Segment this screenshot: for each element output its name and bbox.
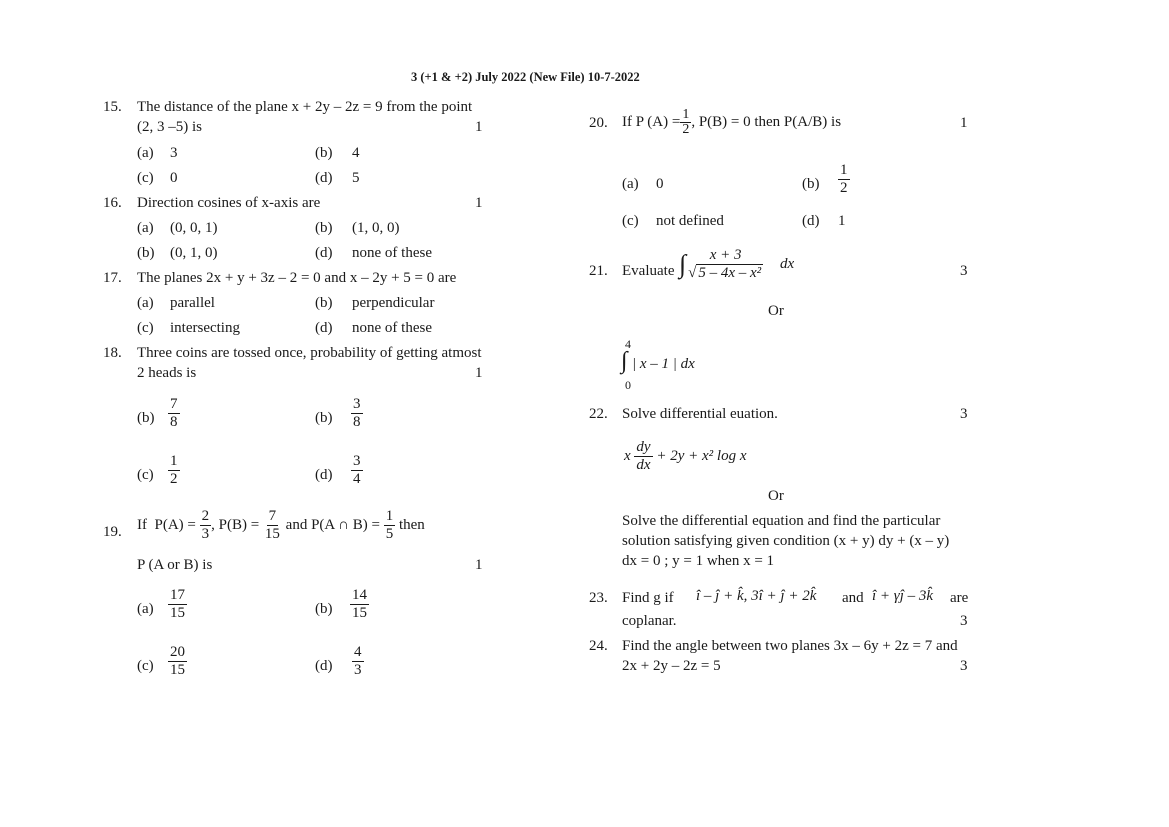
q19-opt-b-frac xyxy=(350,587,369,622)
q22-equation xyxy=(624,438,746,474)
integral-icon: ∫ xyxy=(679,249,687,279)
q16-opt-c-label: (b) xyxy=(137,245,155,261)
q19-pa-num: 2 xyxy=(201,508,210,525)
q19-opt-d-num: 4 xyxy=(354,644,362,660)
q22-or: Or xyxy=(768,488,784,504)
q19-text-line2: P (A or B) is xyxy=(137,557,213,573)
q20-text xyxy=(622,105,841,139)
q18-opt-b-num: 3 xyxy=(353,396,361,412)
q20-opt-a-text: 0 xyxy=(656,176,664,192)
q17-opt-a-label: (a) xyxy=(137,295,154,311)
q19-opt-c-label: (c) xyxy=(137,658,154,674)
page-header: 3 (+1 & +2) July 2022 (New File) 10-7-2022 xyxy=(411,70,640,84)
q23-line1d: î + γĵ – 3k̂ xyxy=(872,588,934,604)
q23-line1e: are xyxy=(950,590,969,606)
q23-marks: 3 xyxy=(960,613,968,629)
q19-opt-b-label: (b) xyxy=(315,601,333,617)
q20-post: , P(B) = 0 then P(A/B) is xyxy=(691,114,842,130)
q20-opt-a-label: (a) xyxy=(622,176,639,192)
q22-alt-line3: dx = 0 ; y = 1 when x = 1 xyxy=(622,553,775,569)
q19-opt-d-den: 3 xyxy=(354,662,362,678)
q20-pre: If P (A) = xyxy=(622,114,681,130)
q22-eq-den: dx xyxy=(636,457,651,474)
q22-eq-pre: x xyxy=(624,448,631,464)
q21-or: Or xyxy=(768,303,784,319)
q15-opt-c-text: 0 xyxy=(170,170,178,186)
q22-alt-line1: Solve the differential equation and find the particular xyxy=(622,513,941,529)
q21-evaluate: Evaluate xyxy=(622,263,675,279)
q20-opt-b-num: 1 xyxy=(840,162,848,178)
q19-opt-b-den: 15 xyxy=(352,605,367,621)
q19-then: then xyxy=(398,517,425,533)
q16-opt-b-label: (b) xyxy=(315,220,333,236)
q18-number: 18. xyxy=(103,345,122,361)
q23-line1a: Find g if xyxy=(622,590,674,606)
q16-text: Direction cosines of x-axis are xyxy=(137,195,321,211)
q17-opt-c-text: intersecting xyxy=(170,320,240,336)
q24-line1: Find the angle between two planes 3x – 6y + 2z = 7 and xyxy=(622,638,958,654)
q22-marks: 3 xyxy=(960,406,968,422)
q20-opt-c-label: (c) xyxy=(622,213,639,229)
q20-number: 20. xyxy=(589,115,608,131)
q18-opt-d-frac xyxy=(351,453,363,488)
q19-opt-c-den: 15 xyxy=(170,662,185,678)
q15-opt-a-text: 3 xyxy=(170,145,178,161)
q20-f-den: 2 xyxy=(682,122,690,138)
q22-eq-post: + 2y + x² log x xyxy=(656,448,747,464)
q23-line2: coplanar. xyxy=(622,613,677,629)
q19-opt-d-label: (d) xyxy=(315,658,333,674)
q24-line2: 2x + 2y – 2z = 5 xyxy=(622,658,721,674)
q18-opt-b-den: 8 xyxy=(353,414,361,430)
q17-opt-b-label: (b) xyxy=(315,295,333,311)
q15-opt-a-label: (a) xyxy=(137,145,154,161)
q15-text-line1: The distance of the plane x + 2y – 2z = 9 from the point xyxy=(137,99,473,115)
q15-opt-b-text: 4 xyxy=(352,145,360,161)
q20-marks: 1 xyxy=(960,115,968,131)
q20-opt-d-label: (d) xyxy=(802,213,820,229)
q16-opt-d-label: (d) xyxy=(315,245,333,261)
q24-number: 24. xyxy=(589,638,608,654)
q19-opt-d-frac xyxy=(352,644,364,679)
q18-opt-b-label: (b) xyxy=(315,410,333,426)
q21-int-den-wrap: √ 5 – 4x – x² xyxy=(688,265,762,282)
q21-marks: 3 xyxy=(960,263,968,279)
q22-alt-line2: solution satisfying given condition (x + y) dy + (x – y) xyxy=(622,533,950,549)
q21-dx: dx xyxy=(780,256,795,272)
q21-number: 21. xyxy=(589,263,608,279)
q18-opt-b-frac xyxy=(351,396,363,431)
q15-opt-c-label: (c) xyxy=(137,170,154,186)
q18-opt-d-label: (d) xyxy=(315,467,333,483)
q19-if: If xyxy=(137,517,147,533)
q20-f-num: 1 xyxy=(682,107,690,123)
q18-opt-c-frac xyxy=(168,453,180,488)
q19-opt-b-num: 14 xyxy=(352,587,367,603)
q15-marks: 1 xyxy=(475,119,483,135)
q23-line1c: and xyxy=(842,590,864,606)
q19-marks: 1 xyxy=(475,557,483,573)
q19-pa-den: 3 xyxy=(201,526,210,543)
q16-opt-d-text: none of these xyxy=(352,245,432,261)
q18-opt-c-num: 1 xyxy=(170,453,178,469)
q20-opt-c-text: not defined xyxy=(656,213,724,229)
q17-number: 17. xyxy=(103,270,122,286)
q19-pa: P(A) = xyxy=(154,517,196,533)
q18-opt-a-frac xyxy=(168,396,180,431)
q15-number: 15. xyxy=(103,99,122,115)
q15-text-line2: (2, 3 –5) is xyxy=(137,119,202,135)
q21-int-den: 5 – 4x – x² xyxy=(698,265,762,282)
q19-opt-c-frac xyxy=(168,644,187,679)
q16-number: 16. xyxy=(103,195,122,211)
q18-text-line1: Three coins are tossed once, probability of getting atmost xyxy=(137,345,482,361)
q18-opt-d-den: 4 xyxy=(353,471,361,487)
q23-number: 23. xyxy=(589,590,608,606)
q20-opt-b-den: 2 xyxy=(840,180,848,196)
q18-opt-a-num: 7 xyxy=(170,396,178,412)
q20-opt-b-frac xyxy=(838,162,850,197)
q17-opt-d-text: none of these xyxy=(352,320,432,336)
q19-pab-den: 5 xyxy=(385,526,394,543)
q17-opt-b-text: perpendicular xyxy=(352,295,435,311)
q19-opt-a-label: (a) xyxy=(137,601,154,617)
q24-marks: 3 xyxy=(960,658,968,674)
q19-opt-c-num: 20 xyxy=(170,644,185,660)
q22-number: 22. xyxy=(589,406,608,422)
q18-opt-a-label: (b) xyxy=(137,410,155,426)
q17-text: The planes 2x + y + 3z – 2 = 0 and x – 2y + 5 = 0 are xyxy=(137,270,457,286)
q21-lower-limit: 0 xyxy=(625,378,631,392)
q18-opt-d-num: 3 xyxy=(353,453,361,469)
q19-pb: , P(B) = xyxy=(211,517,260,533)
q19-pb-num: 7 xyxy=(268,508,277,525)
q17-opt-a-text: parallel xyxy=(170,295,215,311)
q21-upper-limit: 4 xyxy=(625,337,631,351)
q18-marks: 1 xyxy=(475,365,483,381)
q21-alt-integral-icon: ∫ xyxy=(621,348,628,374)
q18-opt-a-den: 8 xyxy=(170,414,178,430)
q18-opt-c-label: (c) xyxy=(137,467,154,483)
q16-opt-c-text: (0, 1, 0) xyxy=(170,245,218,261)
q15-opt-b-label: (b) xyxy=(315,145,333,161)
q19-pb-den: 15 xyxy=(264,526,280,543)
q19-opt-a-frac xyxy=(168,587,187,622)
q17-opt-d-label: (d) xyxy=(315,320,333,336)
q16-opt-b-text: (1, 0, 0) xyxy=(352,220,400,236)
q16-marks: 1 xyxy=(475,195,483,211)
q20-opt-b-label: (b) xyxy=(802,176,820,192)
q19-opt-a-num: 17 xyxy=(170,587,185,603)
q19-opt-a-den: 15 xyxy=(170,605,185,621)
q23-line1b: î – ĵ + k̂, 3î + ĵ + 2k̂ xyxy=(696,588,817,604)
q16-opt-a-label: (a) xyxy=(137,220,154,236)
q21-alt: | x – 1 | dx xyxy=(632,356,695,372)
q17-opt-c-label: (c) xyxy=(137,320,154,336)
q16-opt-a-text: (0, 0, 1) xyxy=(170,220,218,236)
q19-and: and P(A ∩ B) = xyxy=(285,517,380,533)
q19-number: 19. xyxy=(103,524,122,540)
q22-text: Solve differential euation. xyxy=(622,406,778,422)
q15-opt-d-text: 5 xyxy=(352,170,360,186)
q19-text-line1 xyxy=(137,508,425,543)
q18-opt-c-den: 2 xyxy=(170,471,178,487)
q15-opt-d-label: (d) xyxy=(315,170,333,186)
q21-int-num: x + 3 xyxy=(709,247,742,264)
q18-text-line2: 2 heads is xyxy=(137,365,197,381)
q22-eq-num: dy xyxy=(636,439,651,456)
q19-pab-num: 1 xyxy=(385,508,394,525)
q20-opt-d-text: 1 xyxy=(838,213,846,229)
q21-integral xyxy=(679,244,765,284)
